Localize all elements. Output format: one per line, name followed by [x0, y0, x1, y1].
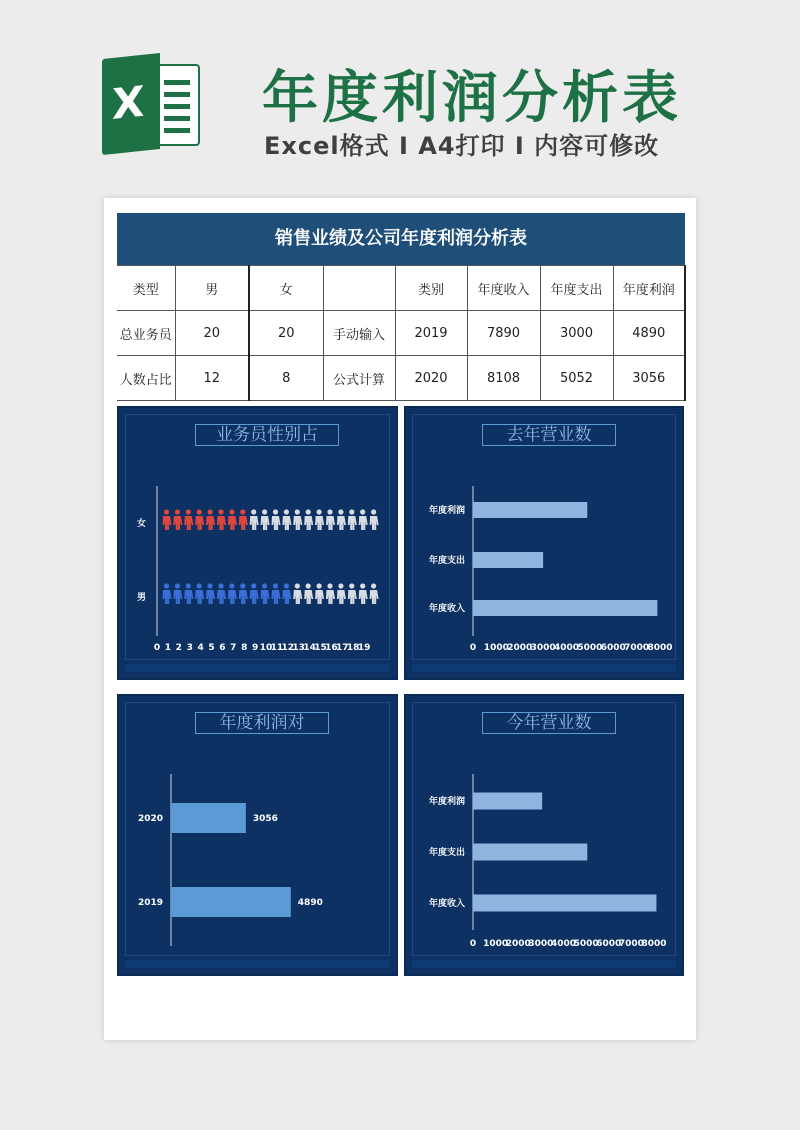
- gender-chart-panel: [117, 406, 398, 680]
- table-cell[interactable]: 年度利润: [613, 266, 685, 311]
- person-icon-empty: [261, 509, 270, 530]
- category-label: 年度利润: [428, 506, 465, 516]
- person-icon-empty: [315, 509, 324, 530]
- category-label: 年度收入: [428, 604, 465, 614]
- chart-title: 去年营业数: [482, 424, 616, 446]
- table-cell[interactable]: 年度收入: [467, 266, 540, 311]
- person-icon-empty: [304, 509, 313, 530]
- person-icon-filled: [173, 509, 182, 530]
- person-icon-filled: [261, 583, 270, 604]
- table-cell[interactable]: 年度支出: [540, 266, 613, 311]
- x-tick-label: 1: [164, 643, 172, 653]
- person-icon-empty: [326, 583, 335, 604]
- table-cell[interactable]: 12: [175, 356, 249, 401]
- this-year-bar-chart: [406, 696, 686, 978]
- table-cell[interactable]: 5052: [540, 356, 613, 401]
- bar: [473, 844, 587, 861]
- person-icon-empty: [348, 509, 357, 530]
- category-label: 年度收入: [428, 899, 465, 909]
- person-icon-filled: [163, 509, 172, 530]
- x-tick-label: 4000: [553, 643, 580, 653]
- x-tick-label: 7000: [624, 643, 650, 653]
- person-icon-empty: [359, 509, 368, 530]
- person-icon-empty: [282, 509, 291, 530]
- x-tick-label: 3: [186, 643, 193, 653]
- last-year-chart-panel: [404, 406, 684, 680]
- bar: [473, 895, 656, 912]
- table-cell[interactable]: 2019: [395, 311, 467, 356]
- table-cell[interactable]: 20: [249, 311, 323, 356]
- person-icon-empty: [293, 583, 302, 604]
- bar: [473, 600, 657, 616]
- x-tick-label: 13: [292, 643, 305, 653]
- x-tick-label: 2000: [507, 643, 533, 653]
- category-label: 年度支出: [428, 556, 465, 566]
- profit-compare-bar-chart: [119, 696, 400, 978]
- table-row: [117, 266, 685, 311]
- x-tick-label: 11: [270, 643, 284, 653]
- person-icon-empty: [272, 509, 281, 530]
- person-icon-filled: [163, 583, 172, 604]
- x-tick-label: 6: [219, 643, 226, 653]
- gender-pictograph: [119, 408, 400, 682]
- table-cell[interactable]: 类型: [117, 266, 175, 311]
- bar: [473, 793, 542, 810]
- x-tick-label: 4000: [550, 939, 577, 949]
- person-icon-filled: [228, 509, 237, 530]
- x-tick-label: 9: [251, 643, 259, 653]
- person-icon-filled: [239, 583, 248, 604]
- person-icon-filled: [272, 583, 281, 604]
- x-tick-label: 15: [314, 643, 327, 653]
- x-tick-label: 14: [303, 643, 316, 653]
- page-title: 年度利润分析表: [262, 66, 682, 131]
- data-table: [117, 265, 686, 401]
- x-tick-label: 1000: [483, 643, 509, 653]
- person-icon-filled: [228, 583, 237, 604]
- x-tick-label: 10: [259, 643, 273, 653]
- page-subtitle: Excel格式 I A4打印 I 内容可修改: [264, 132, 660, 160]
- table-cell[interactable]: 3056: [613, 356, 685, 401]
- person-icon-empty: [293, 509, 302, 530]
- x-tick-label: 16: [325, 643, 338, 653]
- data-label: 4890: [297, 898, 323, 908]
- table-title: 销售业绩及公司年度利润分析表: [117, 213, 685, 265]
- chart-title: 业务员性别占: [195, 424, 339, 446]
- bar: [473, 502, 587, 518]
- x-tick-label: 8000: [647, 643, 673, 653]
- excel-logo-icon: [102, 56, 202, 152]
- category-label: 年度支出: [428, 848, 465, 858]
- category-label: 2019: [137, 898, 163, 908]
- category-label: 女: [137, 519, 147, 529]
- person-icon-filled: [217, 509, 226, 530]
- table-cell[interactable]: 8108: [467, 356, 540, 401]
- person-icon-filled: [184, 509, 193, 530]
- x-tick-label: 2: [175, 643, 182, 653]
- logo-front: [102, 53, 160, 155]
- this-year-chart-panel: [404, 694, 684, 976]
- person-icon-empty: [250, 509, 259, 530]
- x-tick-label: 8000: [641, 939, 667, 949]
- x-tick-label: 7000: [618, 939, 644, 949]
- summary-table: [117, 213, 685, 401]
- person-icon-empty: [348, 583, 357, 604]
- bar: [171, 803, 246, 833]
- x-tick-label: 3000: [528, 939, 554, 949]
- table-cell[interactable]: 女: [249, 266, 323, 311]
- person-icon-empty: [337, 583, 346, 604]
- x-tick-label: 19: [357, 643, 371, 653]
- person-icon-empty: [370, 509, 379, 530]
- data-label: 3056: [252, 814, 278, 824]
- x-tick-label: 1000: [483, 939, 509, 949]
- table-cell[interactable]: 手动输入: [323, 311, 395, 356]
- person-icon-filled: [184, 583, 193, 604]
- last-year-bar-chart: [406, 408, 686, 682]
- x-tick-label: 5000: [573, 939, 599, 949]
- table-cell[interactable]: 2020: [395, 356, 467, 401]
- person-icon-filled: [282, 583, 291, 604]
- table-cell[interactable]: 8: [249, 356, 323, 401]
- table-cell[interactable]: 20: [175, 311, 249, 356]
- x-tick-label: 5: [208, 643, 215, 653]
- x-tick-label: 7: [230, 643, 237, 653]
- x-tick-label: 18: [346, 643, 360, 653]
- table-cell[interactable]: 类别: [395, 266, 467, 311]
- x-tick-label: 0: [153, 643, 161, 653]
- person-icon-filled: [217, 583, 226, 604]
- table-cell[interactable]: 3000: [540, 311, 613, 356]
- chart-title: 今年营业数: [482, 712, 616, 734]
- table-row: [117, 356, 685, 401]
- person-icon-empty: [326, 509, 335, 530]
- x-tick-label: 0: [469, 939, 477, 949]
- x-tick-label: 17: [336, 643, 349, 653]
- x-tick-label: 3000: [530, 643, 556, 653]
- person-icon-empty: [304, 583, 313, 604]
- person-icon-empty: [337, 509, 346, 530]
- category-label: 男: [137, 593, 147, 603]
- person-icon-filled: [206, 509, 215, 530]
- x-tick-label: 6000: [600, 643, 626, 653]
- bar: [473, 552, 543, 568]
- person-icon-filled: [250, 583, 259, 604]
- person-icon-filled: [239, 509, 248, 530]
- table-cell[interactable]: 4890: [613, 311, 685, 356]
- person-icon-empty: [370, 583, 379, 604]
- x-tick-label: 4: [197, 643, 204, 653]
- x-tick-label: 5000: [577, 643, 603, 653]
- table-cell[interactable]: 总业务员: [117, 311, 175, 356]
- category-label: 年度利润: [428, 797, 465, 807]
- category-label: 2020: [137, 814, 163, 824]
- x-tick-label: 8: [241, 643, 248, 653]
- profit-compare-panel: [117, 694, 398, 976]
- table-cell[interactable]: 公式计算: [323, 356, 395, 401]
- person-icon-filled: [173, 583, 182, 604]
- table-cell[interactable]: 男: [175, 266, 249, 311]
- x-tick-label: 12: [281, 643, 295, 653]
- x-tick-label: 0: [469, 643, 477, 653]
- x-tick-label: 6000: [596, 939, 622, 949]
- table-cell[interactable]: 人数占比: [117, 356, 175, 401]
- table-row: [117, 311, 685, 356]
- table-cell[interactable]: 7890: [467, 311, 540, 356]
- person-icon-filled: [206, 583, 215, 604]
- chart-title: 年度利润对: [195, 712, 329, 734]
- bar: [171, 887, 291, 917]
- table-cell[interactable]: [323, 266, 395, 311]
- logo-letter: X: [112, 76, 145, 129]
- person-icon-empty: [359, 583, 368, 604]
- person-icon-filled: [195, 583, 204, 604]
- x-tick-label: 2000: [505, 939, 531, 949]
- person-icon-empty: [315, 583, 324, 604]
- person-icon-filled: [195, 509, 204, 530]
